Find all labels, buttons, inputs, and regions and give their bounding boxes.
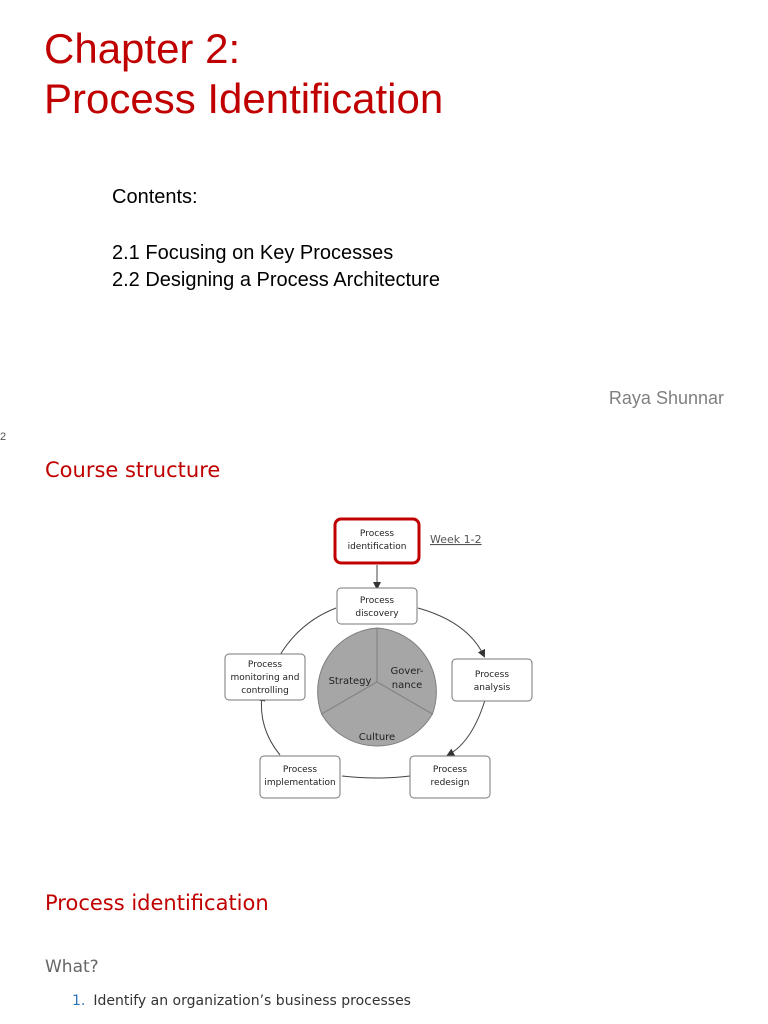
svg-text:Process: Process: [247, 660, 283, 670]
list-item: [72, 993, 411, 1009]
slide-title: [44, 24, 443, 124]
section-title-course-structure: Course structure: [45, 458, 221, 482]
pie-chart: [318, 628, 437, 746]
svg-text:monitoring and: monitoring and: [230, 673, 300, 683]
contents-item: 2.2 Designing a Process Architecture: [112, 269, 440, 291]
svg-text:controlling: controlling: [241, 686, 289, 696]
phase-box-discovery: [337, 588, 417, 624]
contents-item: 2.1 Focusing on Key Processes: [112, 242, 394, 264]
pie-label-governance-2: nance: [391, 680, 423, 691]
svg-text:analysis: analysis: [473, 683, 511, 693]
svg-text:Process: Process: [359, 596, 395, 606]
page-number: 2: [0, 431, 7, 443]
svg-text:identification: identification: [347, 542, 407, 552]
phase-box-analysis: [452, 659, 532, 701]
slide-title-line-2: Process Identification: [44, 75, 444, 122]
phase-box-implementation: [260, 756, 340, 798]
author-name: Raya Shunnar: [608, 388, 724, 408]
slide-title-line-1: Chapter 2:: [44, 25, 241, 72]
list-item-text: Identify an organization’s business processes: [93, 993, 411, 1009]
week-label: Week 1-2: [430, 533, 482, 546]
subheading-what: What?: [45, 957, 99, 977]
pie-label-strategy: Strategy: [328, 676, 372, 687]
svg-text:redesign: redesign: [430, 778, 470, 788]
course-structure-diagram: [210, 510, 550, 810]
svg-text:Process: Process: [432, 765, 468, 775]
svg-text:Process: Process: [359, 529, 395, 539]
pie-label-culture: Culture: [358, 732, 396, 743]
svg-text:discovery: discovery: [355, 609, 399, 619]
svg-text:Process: Process: [474, 670, 510, 680]
phase-box-monitoring: [225, 654, 305, 700]
contents-list: [112, 240, 440, 294]
pie-label-governance-1: Gover-: [390, 666, 424, 677]
section-title-process-identification: Process identification: [45, 891, 269, 915]
phase-box-redesign: [410, 756, 490, 798]
svg-text:implementation: implementation: [264, 778, 336, 788]
contents-heading: Contents:: [112, 186, 198, 208]
phase-box-identification: [335, 519, 419, 563]
svg-text:Process: Process: [282, 765, 318, 775]
list-item-number: 1.: [72, 993, 86, 1009]
